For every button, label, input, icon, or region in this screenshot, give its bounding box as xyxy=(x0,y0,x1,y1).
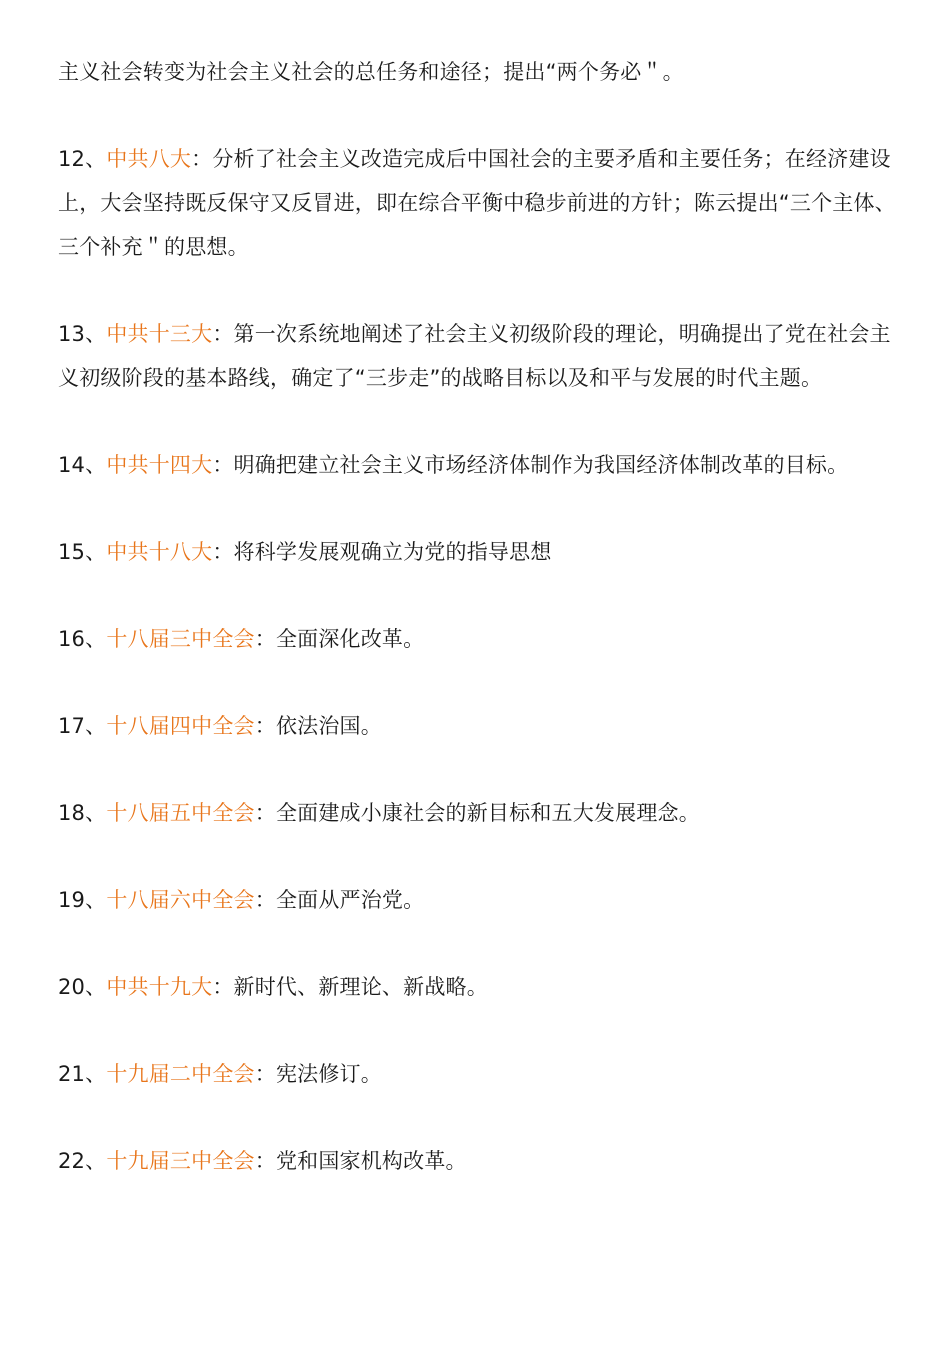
item-number: 15、 xyxy=(58,540,107,564)
item-separator: ： xyxy=(212,540,234,564)
item-title: 十九届三中全会 xyxy=(106,1149,255,1173)
item-separator: ： xyxy=(191,147,213,171)
item-number: 20、 xyxy=(58,975,107,999)
item-title: 中共十三大 xyxy=(106,322,213,346)
intro-paragraph: 主义社会转变为社会主义社会的总任务和途径；提出“两个务必＂。 xyxy=(58,60,684,84)
item-title: 中共十八大 xyxy=(106,540,213,564)
item-separator: ： xyxy=(254,1149,276,1173)
item-title: 中共十九大 xyxy=(106,975,213,999)
item-number: 18、 xyxy=(58,801,107,825)
item-text: 依法治国。 xyxy=(275,714,382,738)
item-separator: ： xyxy=(212,322,234,346)
list-item xyxy=(58,312,898,400)
item-text: 明确把建立社会主义市场经济体制作为我国经济体制改革的目标。 xyxy=(233,453,849,477)
item-text: 全面从严治党。 xyxy=(275,888,425,912)
item-number: 16、 xyxy=(58,627,107,651)
item-text: 党和国家机构改革。 xyxy=(275,1149,467,1173)
item-text: 分析了社会主义改造完成后中国社会的主要矛盾和主要任务；在经济建设上，大会坚持既反保守又反冒进，即在综合平衡中稳步前进的方针；陈云提出“三个主体、三个补充＂的思想。 xyxy=(58,147,896,259)
list-item xyxy=(58,1139,898,1183)
item-separator: ： xyxy=(254,801,276,825)
item-separator: ： xyxy=(254,1062,276,1086)
item-text: 新时代、新理论、新战略。 xyxy=(233,975,488,999)
list-item xyxy=(58,530,898,574)
item-text: 宪法修订。 xyxy=(275,1062,382,1086)
item-number: 19、 xyxy=(58,888,107,912)
item-separator: ： xyxy=(212,453,234,477)
item-separator: ： xyxy=(254,888,276,912)
item-title: 十九届二中全会 xyxy=(106,1062,255,1086)
list-item xyxy=(58,443,898,487)
list-item xyxy=(58,617,898,661)
item-title: 十八届六中全会 xyxy=(106,888,255,912)
list-item xyxy=(58,878,898,922)
list-item xyxy=(58,137,898,269)
document-body xyxy=(58,50,898,1226)
item-title: 中共八大 xyxy=(106,147,192,171)
list-item xyxy=(58,791,898,835)
item-text: 全面深化改革。 xyxy=(275,627,425,651)
item-separator: ： xyxy=(254,627,276,651)
list-item xyxy=(58,965,898,1009)
item-number: 22、 xyxy=(58,1149,107,1173)
item-number: 14、 xyxy=(58,453,107,477)
item-title: 十八届四中全会 xyxy=(106,714,255,738)
item-number: 12、 xyxy=(58,147,107,171)
list-item xyxy=(58,1052,898,1096)
item-title: 中共十四大 xyxy=(106,453,213,477)
item-separator: ： xyxy=(212,975,234,999)
item-separator: ： xyxy=(254,714,276,738)
item-number: 21、 xyxy=(58,1062,107,1086)
item-number: 17、 xyxy=(58,714,107,738)
item-text: 第一次系统地阐述了社会主义初级阶段的理论，明确提出了党在社会主义初级阶段的基本路线，确定了“三步走”的战略目标以及和平与发展的时代主题。 xyxy=(58,322,891,390)
item-title: 十八届三中全会 xyxy=(106,627,255,651)
item-text: 将科学发展观确立为党的指导思想 xyxy=(233,540,552,564)
list-item xyxy=(58,704,898,748)
item-number: 13、 xyxy=(58,322,107,346)
item-text: 全面建成小康社会的新目标和五大发展理念。 xyxy=(275,801,700,825)
item-title: 十八届五中全会 xyxy=(106,801,255,825)
